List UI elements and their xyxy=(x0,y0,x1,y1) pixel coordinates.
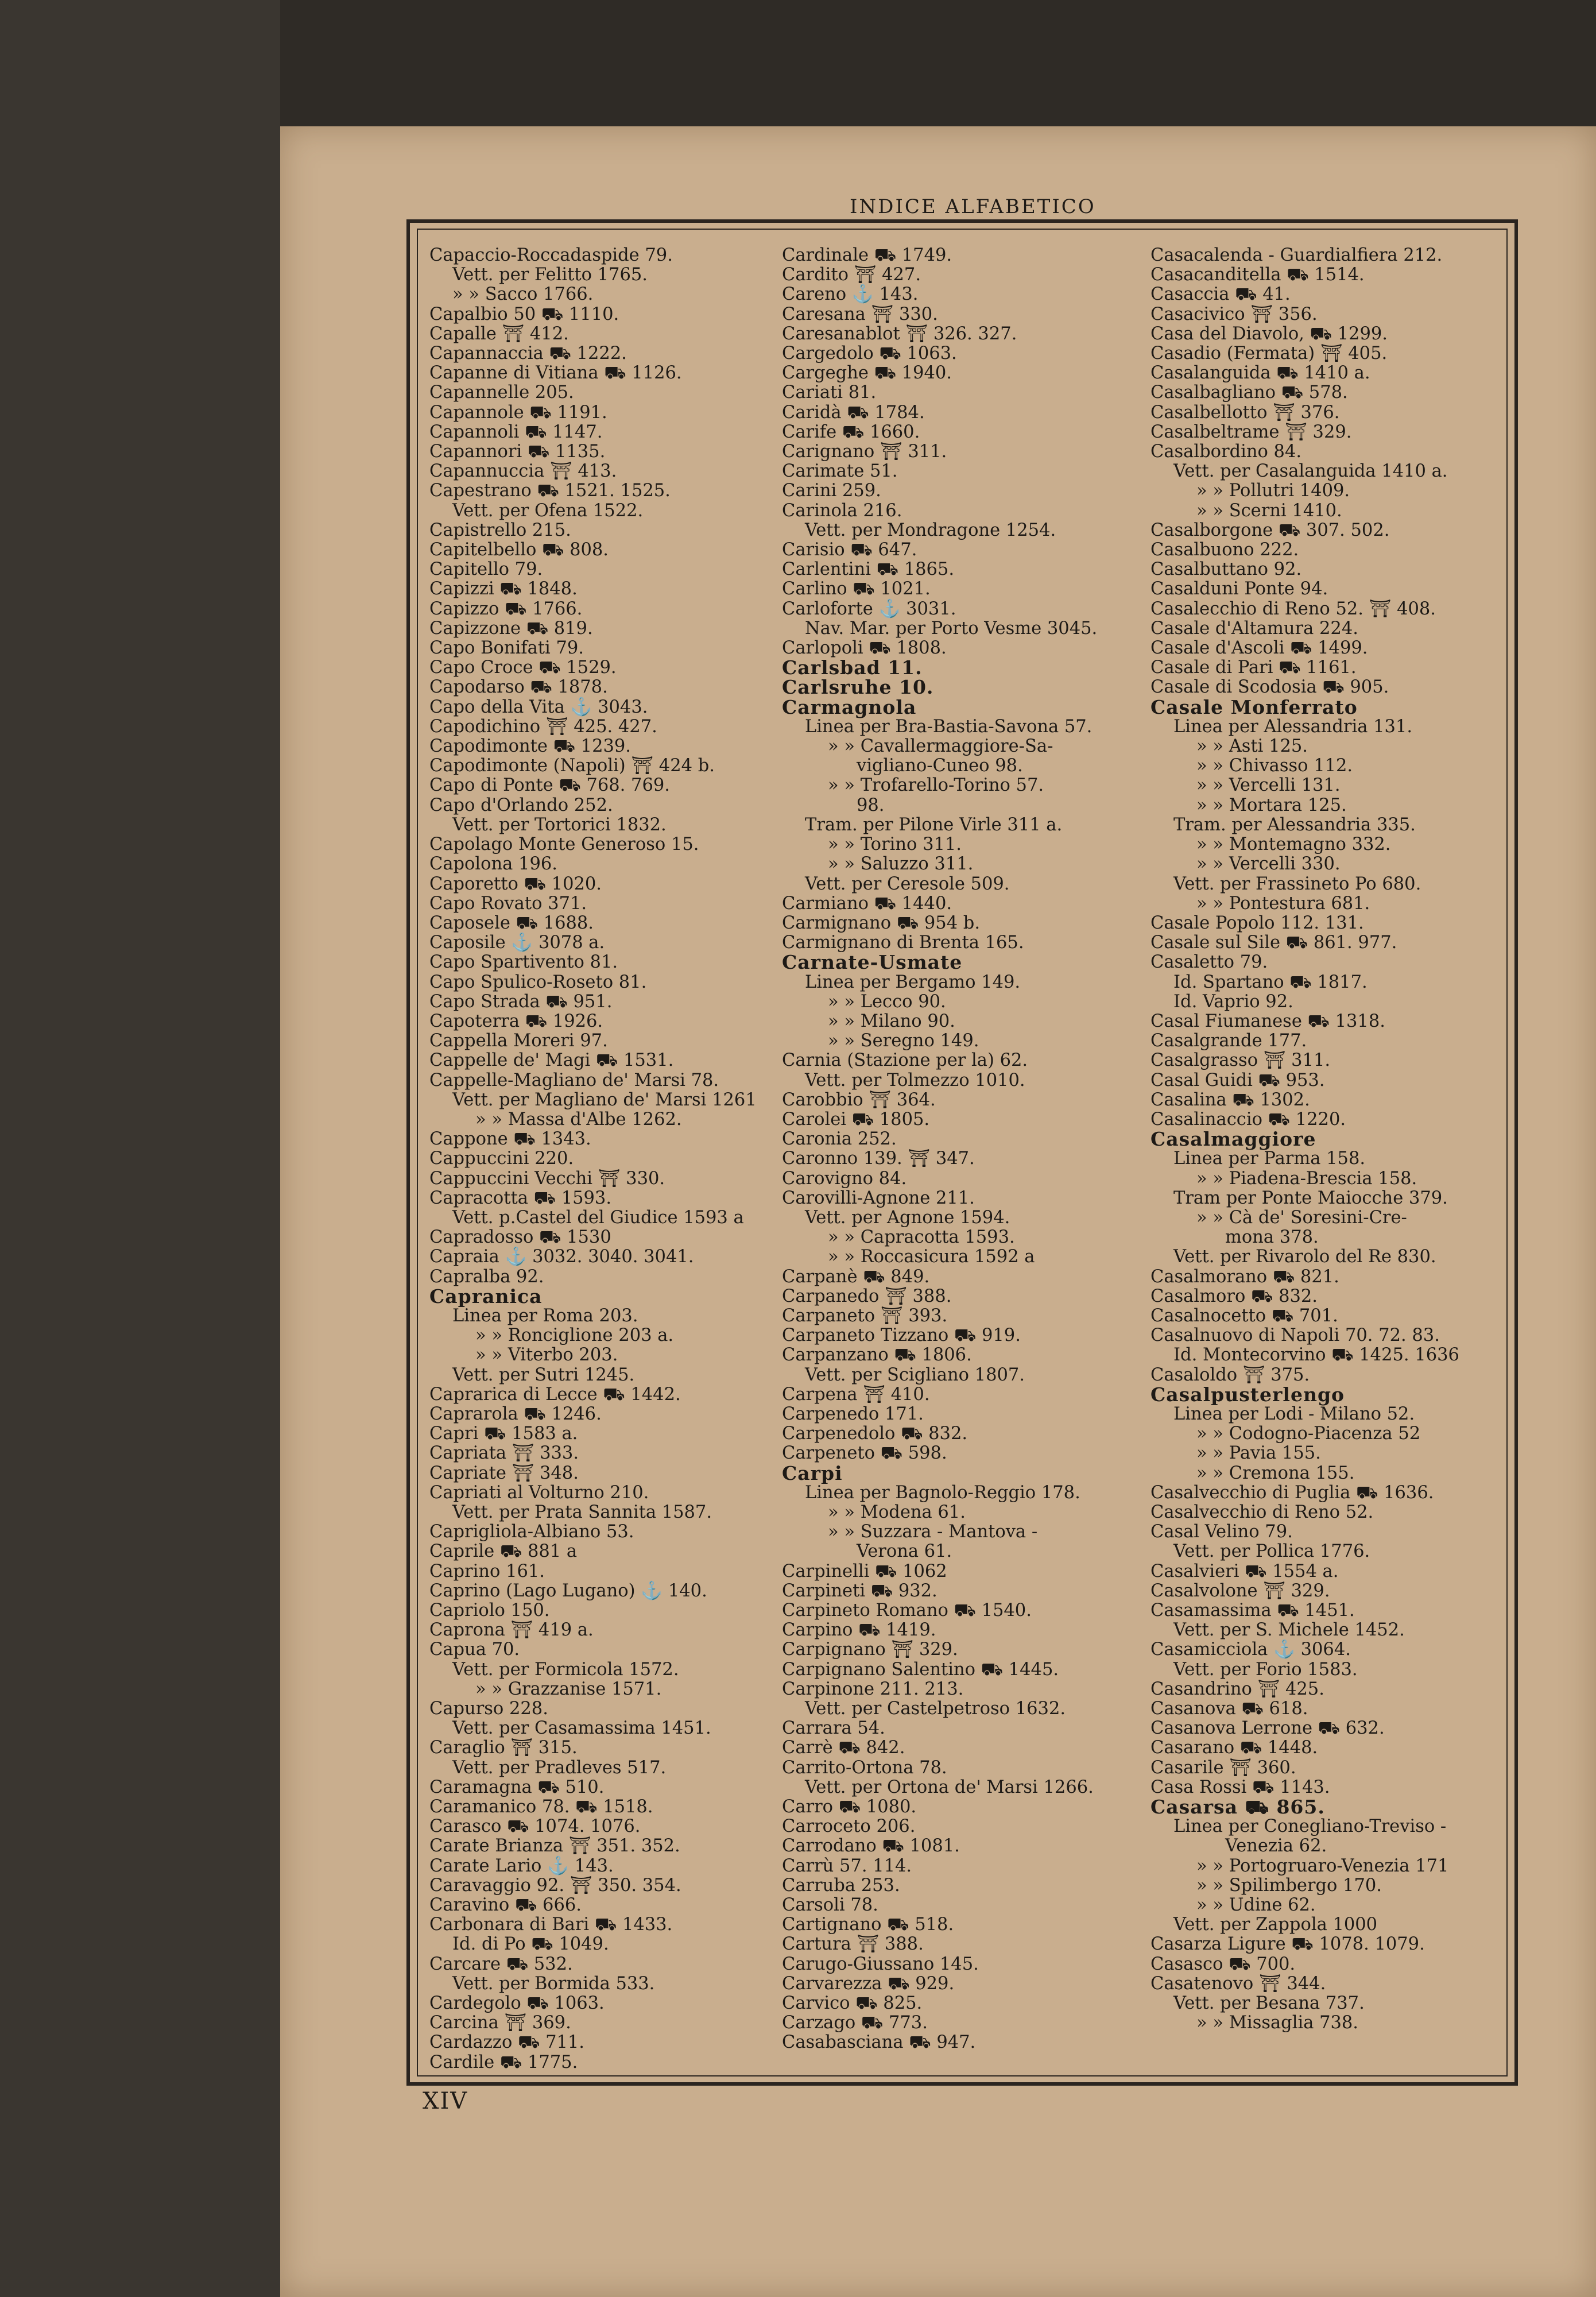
index-entry: Casalanguida ⛟ 1410 a. xyxy=(1150,363,1370,384)
index-entry: » » Scerni 1410. xyxy=(1196,500,1342,521)
index-entry: Capriati al Volturno 210. xyxy=(429,1482,649,1503)
index-entry: » » Viterbo 203. xyxy=(475,1345,618,1366)
index-heading: Carpi xyxy=(782,1461,843,1484)
index-entry: Id. Vaprio 92. xyxy=(1173,991,1293,1012)
index-entry: Casalvecchio di Puglia ⛟ 1636. xyxy=(1150,1482,1434,1503)
index-entry: Casacalenda - Guardialfiera 212. xyxy=(1150,245,1443,265)
index-entry: Carpenedolo ⛟ 832. xyxy=(782,1424,968,1444)
index-entry: Casalbagliano ⛟ 578. xyxy=(1150,382,1348,403)
index-entry: Casalnocetto ⛟ 701. xyxy=(1150,1305,1338,1326)
index-entry: Casamassima ⛟ 1451. xyxy=(1150,1600,1355,1621)
index-entry: Casa Rossi ⛟ 1143. xyxy=(1150,1777,1330,1797)
index-heading: Carlsbad 11. xyxy=(782,656,923,679)
index-entry: Casale d'Ascoli ⛟ 1499. xyxy=(1150,638,1368,659)
index-entry: Carate Lario ⚓ 143. xyxy=(429,1855,614,1876)
index-entry: Careno ⚓ 143. xyxy=(782,284,919,305)
index-entry: Caronno 139. ⛩ 347. xyxy=(782,1148,975,1169)
index-entry: vigliano-Cuneo 98. xyxy=(857,756,1023,776)
index-entry: Cargedolo ⛟ 1063. xyxy=(782,343,957,364)
index-entry: Caramagna ⛟ 510. xyxy=(429,1777,605,1797)
index-entry: mona 378. xyxy=(1225,1227,1319,1248)
index-entry: » » Vercelli 131. xyxy=(1196,775,1341,796)
index-entry: Casalmorano ⛟ 821. xyxy=(1150,1266,1339,1287)
index-entry: Capua 70. xyxy=(429,1639,520,1660)
index-entry: Vett. p.Castel del Giudice 1593 a xyxy=(452,1207,744,1228)
index-entry: Carovilli-Agnone 211. xyxy=(782,1188,975,1208)
index-entry: Capannoli ⛟ 1147. xyxy=(429,421,603,442)
index-entry: Casalbuttano 92. xyxy=(1150,559,1302,580)
index-entry: Casalmoro ⛟ 832. xyxy=(1150,1286,1318,1306)
index-heading: Carnate-Usmate xyxy=(782,951,963,974)
index-entry: Id. di Po ⛟ 1049. xyxy=(452,1934,609,1955)
index-entry: » » Montemagno 332. xyxy=(1196,834,1391,855)
index-entry: Cargeghe ⛟ 1940. xyxy=(782,363,952,384)
index-entry: Carini 259. xyxy=(782,481,881,501)
index-entry: Cardinale ⛟ 1749. xyxy=(782,245,952,265)
index-entry: Cardegolo ⛟ 1063. xyxy=(429,1993,605,2014)
index-entry: Casale di Scodosia ⛟ 905. xyxy=(1150,677,1389,698)
index-column-3 xyxy=(1150,246,1495,2033)
index-heading: Carmagnola xyxy=(782,695,917,718)
index-entry: Casale di Pari ⛟ 1161. xyxy=(1150,658,1357,678)
index-entry: » » Grazzanise 1571. xyxy=(475,1679,662,1699)
index-entry: Casamicciola ⚓ 3064. xyxy=(1150,1639,1351,1660)
index-entry: Vett. per Casalanguida 1410 a. xyxy=(1173,461,1448,482)
index-entry: Capo Spulico-Roseto 81. xyxy=(429,972,647,992)
index-entry: Vett. per Agnone 1594. xyxy=(805,1207,1010,1228)
index-entry: » » Portogruaro-Venezia 171 xyxy=(1196,1855,1449,1876)
index-entry: Capo Croce ⛟ 1529. xyxy=(429,658,617,678)
index-entry: Casalecchio di Reno 52. ⛩ 408. xyxy=(1150,598,1436,619)
index-entry: » » Pontestura 681. xyxy=(1196,893,1370,914)
index-entry: Carroceto 206. xyxy=(782,1816,916,1837)
index-entry: Caprona ⛩ 419 a. xyxy=(429,1620,594,1641)
index-entry: » » Asti 125. xyxy=(1196,736,1308,757)
index-entry: Vett. per Rivarolo del Re 830. xyxy=(1173,1247,1436,1267)
index-entry: Caronia 252. xyxy=(782,1129,897,1150)
index-entry: » » Codogno-Piacenza 52 xyxy=(1196,1424,1421,1444)
index-entry: Carignano ⛩ 311. xyxy=(782,442,947,462)
index-entry: Casaccia ⛟ 41. xyxy=(1150,284,1291,305)
index-entry: » » Modena 61. xyxy=(828,1502,966,1522)
index-entry: Vett. per Tortorici 1832. xyxy=(452,814,667,835)
index-entry: Linea per Bergamo 149. xyxy=(805,972,1021,992)
index-entry: Capoterra ⛟ 1926. xyxy=(429,1011,603,1031)
index-column-1 xyxy=(429,246,762,2072)
index-entry: Casarano ⛟ 1448. xyxy=(1150,1738,1318,1758)
index-entry: Carpanedo ⛩ 388. xyxy=(782,1286,952,1306)
index-entry: Casaletto 79. xyxy=(1150,952,1268,973)
index-entry: Carate Brianza ⛩ 351. 352. xyxy=(429,1836,680,1857)
index-entry: Casadio (Fermata) ⛩ 405. xyxy=(1150,343,1388,364)
index-entry: Casacivico ⛩ 356. xyxy=(1150,304,1318,324)
index-entry: Vett. per Zappola 1000 xyxy=(1173,1915,1378,1935)
index-entry: Carpineti ⛟ 932. xyxy=(782,1580,938,1601)
index-entry: Casarza Ligure ⛟ 1078. 1079. xyxy=(1150,1934,1425,1955)
index-entry: Caravaggio 92. ⛩ 350. 354. xyxy=(429,1875,681,1896)
index-entry: Casalbuono 222. xyxy=(1150,540,1299,560)
index-entry: » » Vercelli 330. xyxy=(1196,854,1341,875)
index-entry: Vett. per Magliano de' Marsi 1261 xyxy=(452,1089,757,1110)
index-entry: Capannori ⛟ 1135. xyxy=(429,442,606,462)
index-entry: Casatenovo ⛩ 344. xyxy=(1150,1973,1326,1994)
index-entry: Carpignano ⛩ 329. xyxy=(782,1639,958,1660)
index-entry: » » Mortara 125. xyxy=(1196,795,1347,815)
index-entry: Vett. per Forio 1583. xyxy=(1173,1659,1358,1680)
index-entry: Id. Montecorvino ⛟ 1425. 1636 xyxy=(1173,1345,1459,1366)
index-entry: Carpaneto Tizzano ⛟ 919. xyxy=(782,1325,1021,1346)
index-entry: » » Saluzzo 311. xyxy=(828,854,974,875)
index-entry: Vett. per Pollica 1776. xyxy=(1173,1541,1370,1562)
index-entry: Carmignano di Brenta 165. xyxy=(782,933,1024,953)
index-entry: Carolei ⛟ 1805. xyxy=(782,1109,930,1130)
index-entry: Capitello 79. xyxy=(429,559,543,580)
index-entry: Carpanè ⛟ 849. xyxy=(782,1266,930,1287)
index-entry: Capizzi ⛟ 1848. xyxy=(429,579,578,600)
index-entry: Capannelle 205. xyxy=(429,382,574,403)
index-entry: Carpino ⛟ 1419. xyxy=(782,1620,936,1641)
index-entry: Carmignano ⛟ 954 b. xyxy=(782,912,981,933)
index-entry: Carbonara di Bari ⛟ 1433. xyxy=(429,1915,673,1935)
index-entry: Carvico ⛟ 825. xyxy=(782,1993,923,2014)
index-entry: Casal Velino 79. xyxy=(1150,1522,1293,1542)
index-entry: Vett. per Ofena 1522. xyxy=(452,500,644,521)
index-entry: Caprarola ⛟ 1246. xyxy=(429,1403,602,1424)
index-entry: Linea per Alessandria 131. xyxy=(1173,716,1413,737)
index-entry: Cardito ⛩ 427. xyxy=(782,265,921,285)
index-entry: » » Pollutri 1409. xyxy=(1196,481,1350,501)
index-entry: Carzago ⛟ 773. xyxy=(782,2013,928,2033)
index-entry: Carlentini ⛟ 1865. xyxy=(782,559,955,580)
index-entry: Carrito-Ortona 78. xyxy=(782,1757,947,1778)
index-entry: Nav. Mar. per Porto Vesme 3045. xyxy=(805,618,1098,639)
index-entry: Capriate ⛩ 348. xyxy=(429,1463,579,1483)
index-entry: Casalinaccio ⛟ 1220. xyxy=(1150,1109,1346,1130)
index-entry: Casasco ⛟ 700. xyxy=(1150,1954,1296,1974)
index-entry: Caridà ⛟ 1784. xyxy=(782,402,925,423)
index-entry: Casale sul Sile ⛟ 861. 977. xyxy=(1150,933,1397,953)
index-entry: Caprigliola-Albiano 53. xyxy=(429,1522,634,1542)
index-entry: Cappone ⛟ 1343. xyxy=(429,1129,591,1150)
index-entry: Vett. per S. Michele 1452. xyxy=(1173,1620,1405,1641)
index-entry: Carlino ⛟ 1021. xyxy=(782,579,931,600)
index-entry: Carpinelli ⛟ 1062 xyxy=(782,1561,947,1581)
index-entry: Caprile ⛟ 881 a xyxy=(429,1541,578,1562)
index-entry: Capolago Monte Generoso 15. xyxy=(429,834,699,855)
index-entry: Vett. per Pradleves 517. xyxy=(452,1757,667,1778)
index-entry: Capizzone ⛟ 819. xyxy=(429,618,593,639)
index-entry: Carrara 54. xyxy=(782,1718,885,1739)
index-entry: Carpinone 211. 213. xyxy=(782,1679,964,1699)
index-entry: Linea per Parma 158. xyxy=(1173,1148,1366,1169)
index-entry: Vett. per Sutri 1245. xyxy=(452,1364,635,1385)
index-entry: Capolona 196. xyxy=(429,854,557,875)
index-heading: Capranica xyxy=(429,1285,543,1308)
index-entry: Capannole ⛟ 1191. xyxy=(429,402,607,423)
index-entry: » » Spilimbergo 170. xyxy=(1196,1875,1382,1896)
index-entry: Capo della Vita ⚓ 3043. xyxy=(429,697,648,717)
index-entry: Capanne di Vitiana ⛟ 1126. xyxy=(429,363,682,384)
index-entry: Casalvolone ⛩ 329. xyxy=(1150,1580,1330,1601)
index-entry: Casalborgone ⛟ 307. 502. xyxy=(1150,520,1390,540)
index-entry: Cappelle-Magliano de' Marsi 78. xyxy=(429,1070,719,1091)
index-entry: Caprino (Lago Lugano) ⚓ 140. xyxy=(429,1580,707,1601)
index-entry: Carrè ⛟ 842. xyxy=(782,1738,905,1758)
index-entry: Carcina ⛩ 369. xyxy=(429,2013,571,2033)
index-entry: » » Seregno 149. xyxy=(828,1031,979,1051)
index-entry: Capo Rovato 371. xyxy=(429,893,587,914)
index-heading: Carlsruhe 10. xyxy=(782,676,934,699)
index-entry: Linea per Lodi - Milano 52. xyxy=(1173,1403,1415,1424)
index-entry: Cappuccini Vecchi ⛩ 330. xyxy=(429,1168,665,1189)
index-entry: Vett. per Felitto 1765. xyxy=(452,265,648,285)
index-entry: » » Trofarello-Torino 57. xyxy=(828,775,1044,796)
index-column-2 xyxy=(782,246,1132,2053)
index-entry: Capestrano ⛟ 1521. 1525. xyxy=(429,481,671,501)
index-entry: Vett. per Scigliano 1807. xyxy=(805,1364,1025,1385)
index-entry: Caprarica di Lecce ⛟ 1442. xyxy=(429,1384,681,1405)
index-entry: Carinola 216. xyxy=(782,500,902,521)
index-entry: Cartura ⛩ 388. xyxy=(782,1934,924,1955)
index-entry: » » Cremona 155. xyxy=(1196,1463,1355,1483)
index-entry: Id. Spartano ⛟ 1817. xyxy=(1173,972,1368,992)
index-entry: Cardazzo ⛟ 711. xyxy=(429,2032,584,2053)
index-entry: Casa del Diavolo, ⛟ 1299. xyxy=(1150,323,1388,344)
index-entry: Venezia 62. xyxy=(1225,1836,1327,1857)
index-entry: Caraglio ⛩ 315. xyxy=(429,1738,578,1758)
index-entry: Casalgrande 177. xyxy=(1150,1031,1307,1051)
index-entry: Carrù 57. 114. xyxy=(782,1855,912,1876)
index-entry: Casale d'Altamura 224. xyxy=(1150,618,1358,639)
index-entry: Carpanzano ⛟ 1806. xyxy=(782,1345,972,1366)
scan-background xyxy=(280,0,1596,126)
index-entry: Capraia ⚓ 3032. 3040. 3041. xyxy=(429,1247,694,1267)
index-entry: Casandrino ⛩ 425. xyxy=(1150,1679,1324,1699)
index-entry: Carvarezza ⛟ 929. xyxy=(782,1973,955,1994)
index-entry: Casalbeltrame ⛩ 329. xyxy=(1150,421,1352,442)
index-entry: Capo d'Orlando 252. xyxy=(429,795,613,815)
index-entry: Cappuccini 220. xyxy=(429,1148,574,1169)
index-entry: Caramanico 78. ⛟ 1518. xyxy=(429,1797,653,1818)
index-entry: Linea per Bra-Bastia-Savona 57. xyxy=(805,716,1093,737)
index-heading: Casarsa ⛟ 865. xyxy=(1150,1796,1325,1819)
index-entry: » » Pavia 155. xyxy=(1196,1443,1321,1464)
index-entry: Carimate 51. xyxy=(782,461,898,482)
index-entry: Carugo-Giussano 145. xyxy=(782,1954,979,1974)
index-entry: Carobbio ⛩ 364. xyxy=(782,1089,936,1110)
index-entry: Tram. per Pilone Virle 311 a. xyxy=(805,814,1063,835)
index-entry: Casalvecchio di Reno 52. xyxy=(1150,1502,1374,1522)
index-entry: Vett. per Tolmezzo 1010. xyxy=(805,1070,1025,1091)
index-entry: Carrodano ⛟ 1081. xyxy=(782,1836,960,1857)
index-entry: Capistrello 215. xyxy=(429,520,571,540)
index-entry: Vett. per Besana 737. xyxy=(1173,1993,1365,2014)
index-entry: Tram per Ponte Maiocche 379. xyxy=(1173,1188,1448,1208)
index-entry: Caravino ⛟ 666. xyxy=(429,1895,582,1916)
index-entry: Carisio ⛟ 647. xyxy=(782,540,917,560)
index-entry: Caposele ⛟ 1688. xyxy=(429,912,594,933)
index-entry: Casalnuovo di Napoli 70. 72. 83. xyxy=(1150,1325,1440,1346)
index-entry: Vett. per Frassineto Po 680. xyxy=(1173,873,1421,894)
index-entry: Casalbellotto ⛩ 376. xyxy=(1150,402,1340,423)
index-entry: Carasco ⛟ 1074. 1076. xyxy=(429,1816,641,1837)
index-entry: Caprino 161. xyxy=(429,1561,545,1581)
index-entry: » » Lecco 90. xyxy=(828,991,946,1012)
index-entry: Capriata ⛩ 333. xyxy=(429,1443,579,1464)
index-heading: Casalpusterlengo xyxy=(1150,1383,1345,1406)
index-entry: » » Chivasso 112. xyxy=(1196,756,1353,776)
index-entry: Capalbio 50 ⛟ 1110. xyxy=(429,304,619,324)
index-entry: Caporetto ⛟ 1020. xyxy=(429,873,602,894)
index-entry: Casalbordino 84. xyxy=(1150,442,1302,462)
index-entry: Capri ⛟ 1583 a. xyxy=(429,1424,578,1444)
page-number: XIV xyxy=(423,2088,468,2114)
index-entry: Carife ⛟ 1660. xyxy=(782,421,920,442)
index-entry: Carovigno 84. xyxy=(782,1168,907,1189)
index-entry: Casalina ⛟ 1302. xyxy=(1150,1089,1310,1110)
index-entry: Carlopoli ⛟ 1808. xyxy=(782,638,947,659)
index-entry: Casalgrasso ⛩ 311. xyxy=(1150,1050,1331,1071)
index-entry: » » Sacco 1766. xyxy=(452,284,594,305)
index-entry: Capizzo ⛟ 1766. xyxy=(429,598,583,619)
index-entry: Caposile ⚓ 3078 a. xyxy=(429,933,605,953)
index-entry: Carruba 253. xyxy=(782,1875,900,1896)
index-entry: Capalle ⛩ 412. xyxy=(429,323,569,344)
index-entry: Capriolo 150. xyxy=(429,1600,550,1621)
index-entry: Casal Fiumanese ⛟ 1318. xyxy=(1150,1011,1385,1031)
index-entry: Carsoli 78. xyxy=(782,1895,878,1916)
index-heading: Casalmaggiore xyxy=(1150,1128,1316,1151)
index-entry: Linea per Conegliano-Treviso - xyxy=(1173,1816,1447,1837)
index-entry: Casaloldo ⛩ 375. xyxy=(1150,1364,1310,1385)
index-entry: Capodarso ⛟ 1878. xyxy=(429,677,608,698)
index-entry: » » Piadena-Brescia 158. xyxy=(1196,1168,1417,1189)
index-entry: Caresanablot ⛩ 326. 327. xyxy=(782,323,1017,344)
index-entry: Carloforte ⚓ 3031. xyxy=(782,598,956,619)
index-entry: Carro ⛟ 1080. xyxy=(782,1797,917,1818)
index-entry: Capo Strada ⛟ 951. xyxy=(429,991,613,1012)
index-entry: Capannuccia ⛩ 413. xyxy=(429,461,617,482)
index-entry: Vett. per Castelpetroso 1632. xyxy=(805,1699,1066,1719)
index-entry: » » Cavallermaggiore-Sa- xyxy=(828,736,1053,757)
index-entry: Verona 61. xyxy=(857,1541,952,1562)
index-entry: » » Cà de' Soresini-Cre- xyxy=(1196,1207,1407,1228)
index-entry: Capodimonte ⛟ 1239. xyxy=(429,736,631,757)
index-entry: Carnia (Stazione per la) 62. xyxy=(782,1050,1028,1071)
index-entry: Capaccio-Roccadaspide 79. xyxy=(429,245,673,265)
index-entry: Capradosso ⛟ 1530 xyxy=(429,1227,611,1248)
index-entry: Carpaneto ⛩ 393. xyxy=(782,1305,948,1326)
index-entry: » » Suzzara - Mantova - xyxy=(828,1522,1038,1542)
index-entry: Carcare ⛟ 532. xyxy=(429,1954,573,1974)
index-entry: Vett. per Ceresole 509. xyxy=(805,873,1010,894)
index-entry: Linea per Roma 203. xyxy=(452,1305,638,1326)
index-entry: » » Udine 62. xyxy=(1196,1895,1316,1916)
index-entry: Vett. per Prata Sannita 1587. xyxy=(452,1502,712,1522)
index-entry: Carpineto Romano ⛟ 1540. xyxy=(782,1600,1032,1621)
index-entry: Linea per Bagnolo-Reggio 178. xyxy=(805,1482,1080,1503)
index-entry: Capannaccia ⛟ 1222. xyxy=(429,343,627,364)
index-entry: Capo Bonifati 79. xyxy=(429,638,584,659)
index-entry: Carpeneto ⛟ 598. xyxy=(782,1443,947,1464)
index-entry: Capurso 228. xyxy=(429,1699,548,1719)
index-entry: Casale Popolo 112. 131. xyxy=(1150,912,1364,933)
index-entry: Carpignano Salentino ⛟ 1445. xyxy=(782,1659,1059,1680)
index-entry: Capracotta ⛟ 1593. xyxy=(429,1188,612,1208)
index-entry: Vett. per Bormida 533. xyxy=(452,1973,655,1994)
index-entry: Carmiano ⛟ 1440. xyxy=(782,893,952,914)
index-entry: » » Missaglia 738. xyxy=(1196,2013,1359,2033)
page-header: INDICE ALFABETICO xyxy=(850,195,1096,218)
index-entry: Capodimonte (Napoli) ⛩ 424 b. xyxy=(429,756,715,776)
index-entry: Casanova ⛟ 618. xyxy=(1150,1699,1308,1719)
index-entry: Cappella Moreri 97. xyxy=(429,1031,608,1051)
index-heading: Casale Monferrato xyxy=(1150,695,1358,718)
index-entry: Caresana ⛩ 330. xyxy=(782,304,938,324)
index-entry: » » Milano 90. xyxy=(828,1011,955,1031)
index-entry: Carpena ⛩ 410. xyxy=(782,1384,930,1405)
index-entry: Casal Guidi ⛟ 953. xyxy=(1150,1070,1325,1091)
index-entry: Cartignano ⛟ 518. xyxy=(782,1915,954,1935)
index-entry: 98. xyxy=(857,795,885,815)
index-entry: Tram. per Alessandria 335. xyxy=(1173,814,1416,835)
index-entry: Vett. per Ortona de' Marsi 1266. xyxy=(805,1777,1094,1797)
index-entry: Cappelle de' Magi ⛟ 1531. xyxy=(429,1050,674,1071)
index-entry: Casarile ⛩ 360. xyxy=(1150,1757,1296,1778)
index-entry: Capitelbello ⛟ 808. xyxy=(429,540,609,560)
index-entry: Casalvieri ⛟ 1554 a. xyxy=(1150,1561,1339,1581)
index-entry: Capo di Ponte ⛟ 768. 769. xyxy=(429,775,670,796)
index-entry: Capo Spartivento 81. xyxy=(429,952,618,973)
index-entry: » » Ronciglione 203 a. xyxy=(475,1325,674,1346)
index-entry: Vett. per Mondragone 1254. xyxy=(805,520,1056,540)
index-entry: Casabasciana ⛟ 947. xyxy=(782,2032,976,2053)
index-entry: Cariati 81. xyxy=(782,382,877,403)
index-entry: » » Torino 311. xyxy=(828,834,962,855)
index-entry: Vett. per Casamassima 1451. xyxy=(452,1718,711,1739)
index-entry: Casanova Lerrone ⛟ 632. xyxy=(1150,1718,1385,1739)
index-entry: » » Massa d'Albe 1262. xyxy=(475,1109,682,1130)
index-entry: Carpenedo 171. xyxy=(782,1403,924,1424)
index-entry: Capodichino ⛩ 425. 427. xyxy=(429,716,657,737)
index-entry: Cardile ⛟ 1775. xyxy=(429,2052,578,2072)
index-entry: Vett. per Formicola 1572. xyxy=(452,1659,679,1680)
index-entry: » » Roccasicura 1592 a xyxy=(828,1247,1035,1267)
index-entry: Casalduni Ponte 94. xyxy=(1150,579,1328,600)
index-entry: Casacanditella ⛟ 1514. xyxy=(1150,265,1365,285)
index-entry: Capralba 92. xyxy=(429,1266,544,1287)
index-entry: » » Capracotta 1593. xyxy=(828,1227,1015,1248)
